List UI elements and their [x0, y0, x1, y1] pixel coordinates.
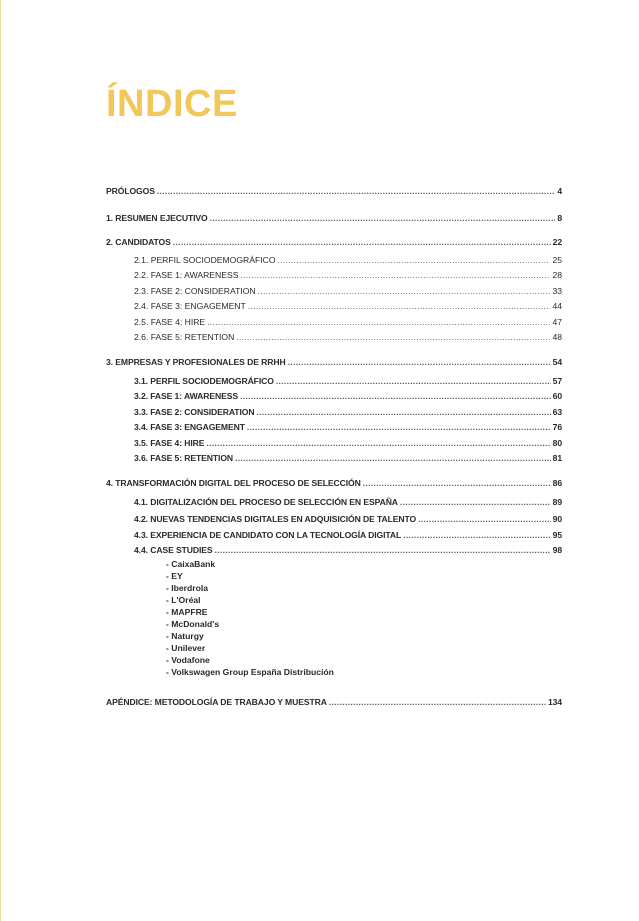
toc-leader-dots — [418, 513, 551, 525]
toc-entry-prologos[interactable] — [106, 185, 562, 197]
toc-leader-dots — [403, 529, 551, 541]
toc-subentry[interactable] — [134, 375, 562, 387]
list-item: - Unilever — [166, 643, 206, 653]
toc-entry-label: 4.1. DIGITALIZACIÓN DEL PROCESO DE SELECCIÓN EN ESPAÑA — [134, 497, 398, 507]
toc-entry-label: 2.5. FASE 4: HIRE — [134, 317, 206, 327]
toc-entry-apendice[interactable] — [106, 696, 562, 708]
toc-entry-label: 4.2. NUEVAS TENDENCIAS DIGITALES EN ADQUISICIÓN DE TALENTO — [134, 514, 417, 524]
toc-entry-label: 2.2. FASE 1: AWARENESS — [134, 270, 239, 280]
toc-page-number: 57 — [552, 376, 562, 386]
toc-leader-dots — [207, 316, 550, 328]
toc-entry-label: 3.2. FASE 1: AWARENESS — [134, 391, 238, 401]
toc-leader-dots — [206, 437, 550, 449]
toc-page-number: 81 — [552, 453, 562, 463]
toc-page-number: 8 — [557, 213, 562, 223]
toc-entry-label: 3. EMPRESAS Y PROFESIONALES DE RRHH — [106, 357, 286, 367]
case-studies-list — [166, 558, 334, 678]
toc-entry-label: 2.1. PERFIL SOCIODEMOGRÁFICO — [134, 255, 276, 265]
toc-page-number: 63 — [552, 407, 562, 417]
toc-entry-candidatos[interactable] — [106, 236, 562, 248]
toc-entry-label: 2. CANDIDATOS — [106, 237, 171, 247]
toc-entry-label: 2.3. FASE 2: CONSIDERATION — [134, 286, 256, 296]
toc-leader-dots — [215, 544, 551, 556]
toc-entry-label: 2.4. FASE 3: ENGAGEMENT — [134, 301, 246, 311]
toc-subentry[interactable] — [134, 529, 562, 541]
toc-entry-resumen-ejecutivo[interactable] — [106, 212, 562, 224]
toc-page-number: 95 — [552, 530, 562, 540]
toc-subentry[interactable] — [134, 331, 562, 343]
toc-page-number: 134 — [547, 697, 562, 707]
list-item: - Iberdrola — [166, 583, 209, 593]
toc-entry-label: 3.6. FASE 5: RETENTION — [134, 453, 234, 463]
toc-page-number: 28 — [552, 270, 562, 280]
toc-subentry[interactable] — [134, 452, 562, 464]
toc-page-number: 54 — [552, 357, 562, 367]
toc-subentry[interactable] — [134, 285, 562, 297]
toc-leader-dots — [157, 185, 555, 197]
toc-page-number: 33 — [552, 286, 562, 296]
toc-page-number: 47 — [552, 317, 562, 327]
toc-leader-dots — [240, 269, 550, 281]
toc-page-number: 25 — [552, 255, 562, 265]
list-item: - McDonald's — [166, 619, 220, 629]
toc-entry-label: 3.5. FASE 4: HIRE — [134, 438, 205, 448]
toc-leader-dots — [276, 375, 551, 387]
toc-entry-label: 3.3. FASE 2: CONSIDERATION — [134, 407, 255, 417]
toc-leader-dots — [173, 236, 551, 248]
toc-subentry[interactable] — [134, 254, 562, 266]
toc-page-number: 90 — [552, 514, 562, 524]
toc-entry-label: PRÓLOGOS — [106, 186, 155, 196]
list-item: - CaixaBank — [166, 559, 216, 569]
toc-leader-dots — [236, 331, 550, 343]
toc-subentry[interactable] — [134, 406, 562, 418]
toc-entry-label: 3.1. PERFIL SOCIODEMOGRÁFICO — [134, 376, 274, 386]
toc-leader-dots — [210, 212, 556, 224]
toc-leader-dots — [400, 496, 551, 508]
toc-page-number: 86 — [552, 478, 562, 488]
toc-page-number: 48 — [552, 332, 562, 342]
page-title: ÍNDICE — [106, 83, 238, 125]
toc-page-number: 80 — [552, 438, 562, 448]
toc-subentry[interactable] — [134, 390, 562, 402]
toc-entry-empresas[interactable] — [106, 356, 562, 368]
toc-leader-dots — [248, 300, 551, 312]
toc-leader-dots — [278, 254, 551, 266]
toc-leader-dots — [329, 696, 546, 708]
list-item: - MAPFRE — [166, 607, 208, 617]
toc-entry-label: APÉNDICE: METODOLOGÍA DE TRABAJO Y MUESTRA — [106, 697, 327, 707]
toc-subentry[interactable] — [134, 437, 562, 449]
toc-entry-label: 4.3. EXPERIENCIA DE CANDIDATO CON LA TECNOLOGÍA DIGITAL — [134, 530, 402, 540]
toc-page-number: 4 — [557, 186, 562, 196]
toc-entry-label: 4. TRANSFORMACIÓN DIGITAL DEL PROCESO DE SELECCIÓN — [106, 478, 361, 488]
toc-leader-dots — [240, 390, 551, 402]
list-item: - L'Oréal — [166, 595, 201, 605]
toc-leader-dots — [288, 356, 551, 368]
toc-entry-transformacion-digital[interactable] — [106, 477, 562, 489]
toc-page-number: 44 — [552, 301, 562, 311]
toc-page-number: 89 — [552, 497, 562, 507]
toc-leader-dots — [363, 477, 551, 489]
toc-entry-label: 1. RESUMEN EJECUTIVO — [106, 213, 208, 223]
toc-entry-label: 2.6. FASE 5: RETENTION — [134, 332, 235, 342]
list-item: - Vodafone — [166, 655, 210, 665]
toc-leader-dots — [235, 452, 551, 464]
toc-page-number: 60 — [552, 391, 562, 401]
toc-leader-dots — [258, 285, 551, 297]
toc-page-number: 98 — [552, 545, 562, 555]
toc-page-number: 22 — [552, 237, 562, 247]
toc-subentry[interactable] — [134, 496, 562, 508]
toc-subentry[interactable] — [134, 316, 562, 328]
toc-leader-dots — [256, 406, 550, 418]
toc-subentry[interactable] — [134, 269, 562, 281]
toc-page-number: 76 — [552, 422, 562, 432]
list-item: - EY — [166, 571, 183, 581]
toc-subentry[interactable] — [134, 300, 562, 312]
toc-subentry[interactable] — [134, 421, 562, 433]
toc-entry-label: 4.4. CASE STUDIES — [134, 545, 213, 555]
list-item: - Naturgy — [166, 631, 204, 641]
toc-leader-dots — [247, 421, 551, 433]
toc-subentry[interactable] — [134, 513, 562, 525]
toc-subentry-case-studies[interactable] — [134, 544, 562, 556]
toc-entry-label: 3.4. FASE 3: ENGAGEMENT — [134, 422, 245, 432]
list-item: - Volkswagen Group España Distribución — [166, 667, 334, 677]
